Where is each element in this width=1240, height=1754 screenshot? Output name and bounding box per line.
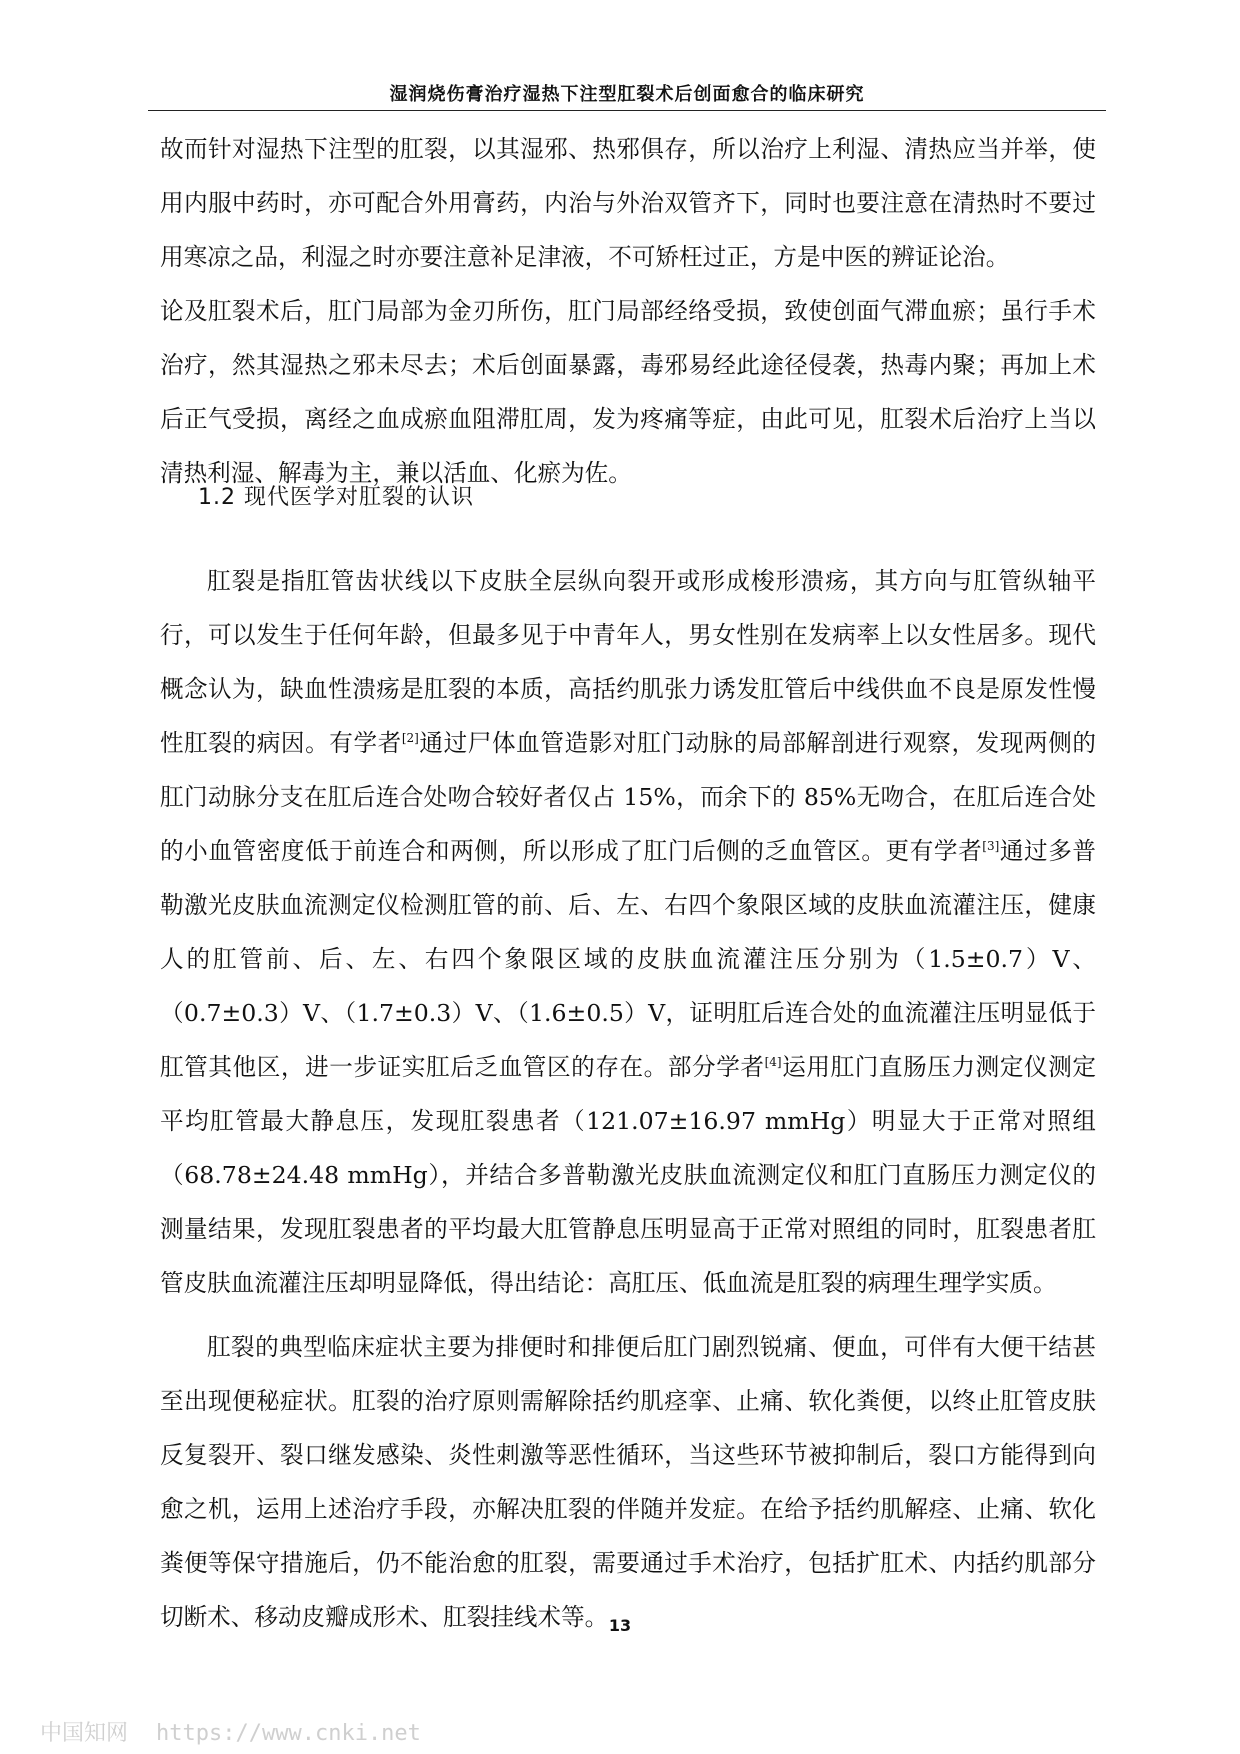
body-text	[160, 122, 1096, 1644]
paragraph-3-text-3: 通过多普勒激光皮肤血流测定仪检测肛管的前、后、左、右四个象限区域的皮肤血流灌注压，健康人的肛管前、后、左、右四个象限区域的皮肤血流灌注压分别为（1.5±0.7）V、（0.7±0.3）V、（1.7±0.3）V、（1.6±0.5）V，证明肛后连合处的血流灌注压明显低于肛管其他区，进一步证实肛后乏血管区的存在。部分学者	[160, 837, 1097, 1081]
citation-ref: [3]	[982, 839, 1000, 854]
citation-ref: [4]	[764, 1055, 782, 1070]
paragraph-3-text-4: 运用肛门直肠压力测定仪测定平均肛管最大静息压，发现肛裂患者（121.07±16.97 mmHg）明显大于正常对照组（68.78±24.48 mmHg），并结合多普勒激光皮肤血流测定仪和肛门直肠压力测定仪的测量结果，发现肛裂患者的平均最大肛管静息压明显高于正常对照组的同时，肛裂患者肛管皮肤血流灌注压却明显降低，得出结论：高肛压、低血流是肛裂的病理生理学实质。	[160, 1053, 1097, 1297]
paragraph-3-text-2: 通过尸体血管造影对肛门动脉的局部解剖进行观察，发现两侧的肛门动脉分支在肛后连合处吻合较好者仅占 15%，而余下的 85%无吻合，在肛后连合处的小血管密度低于前连合和两侧，所以形成了肛门后侧的乏血管区。更有学者	[160, 729, 1096, 865]
paragraph-2: 论及肛裂术后，肛门局部为金刃所伤，肛门局部经络受损，致使创面气滞血瘀；虽行手术治疗，然其湿热之邪未尽去；术后创面暴露，毒邪易经此途径侵袭，热毒内聚；再加上术后正气受损，离经之血成瘀血阻滞肛周，发为疼痛等症，由此可见，肛裂术后治疗上当以清热利湿、解毒为主，兼以活血、化瘀为佐。	[160, 297, 1096, 487]
paragraph-1: 故而针对湿热下注型的肛裂，以其湿邪、热邪俱存，所以治疗上利湿、清热应当并举，使用内服中药时，亦可配合外用膏药，内治与外治双管齐下，同时也要注意在清热时不要过用寒凉之品，利湿之时亦要注意补足津液，不可矫枉过正，方是中医的辨证论治。	[160, 135, 1096, 271]
paragraph-3-text-1: 肛裂是指肛管齿状线以下皮肤全层纵向裂开或形成梭形溃疡，其方向与肛管纵轴平行，可以发生于任何年龄，但最多见于中青年人，男女性别在发病率上以女性居多。现代概念认为，缺血性溃疡是肛裂的本质，高括约肌张力诱发肛管后中线供血不良是原发性慢性肛裂的病因。有学者	[160, 567, 1096, 757]
watermark-url: https://www.cnki.net	[156, 1721, 421, 1746]
section-heading: 1.2 现代医学对肛裂的认识	[198, 485, 474, 510]
header-rule	[148, 110, 1106, 111]
watermark	[40, 1716, 421, 1747]
page-number: 13	[608, 1616, 632, 1635]
paragraph-3	[160, 554, 1096, 1310]
citation-ref: [2]	[401, 731, 419, 746]
paragraph-4: 肛裂的典型临床症状主要为排便时和排便后肛门剧烈锐痛、便血，可伴有大便干结甚至出现便秘症状。肛裂的治疗原则需解除括约肌痉挛、止痛、软化粪便，以终止肛管皮肤反复裂开、裂口继发感染、炎性刺激等恶性循环，当这些环节被抑制后，裂口方能得到向愈之机，运用上述治疗手段，亦解决肛裂的伴随并发症。在给予括约肌解痉、止痛、软化粪便等保守措施后，仍不能治愈的肛裂，需要通过手术治疗，包括扩肛术、内括约肌部分切断术、移动皮瓣成形术、肛裂挂线术等。	[160, 1333, 1096, 1631]
watermark-logo: 中国知网	[40, 1721, 129, 1746]
running-header: 湿润烧伤膏治疗湿热下注型肛裂术后创面愈合的临床研究	[389, 84, 865, 105]
